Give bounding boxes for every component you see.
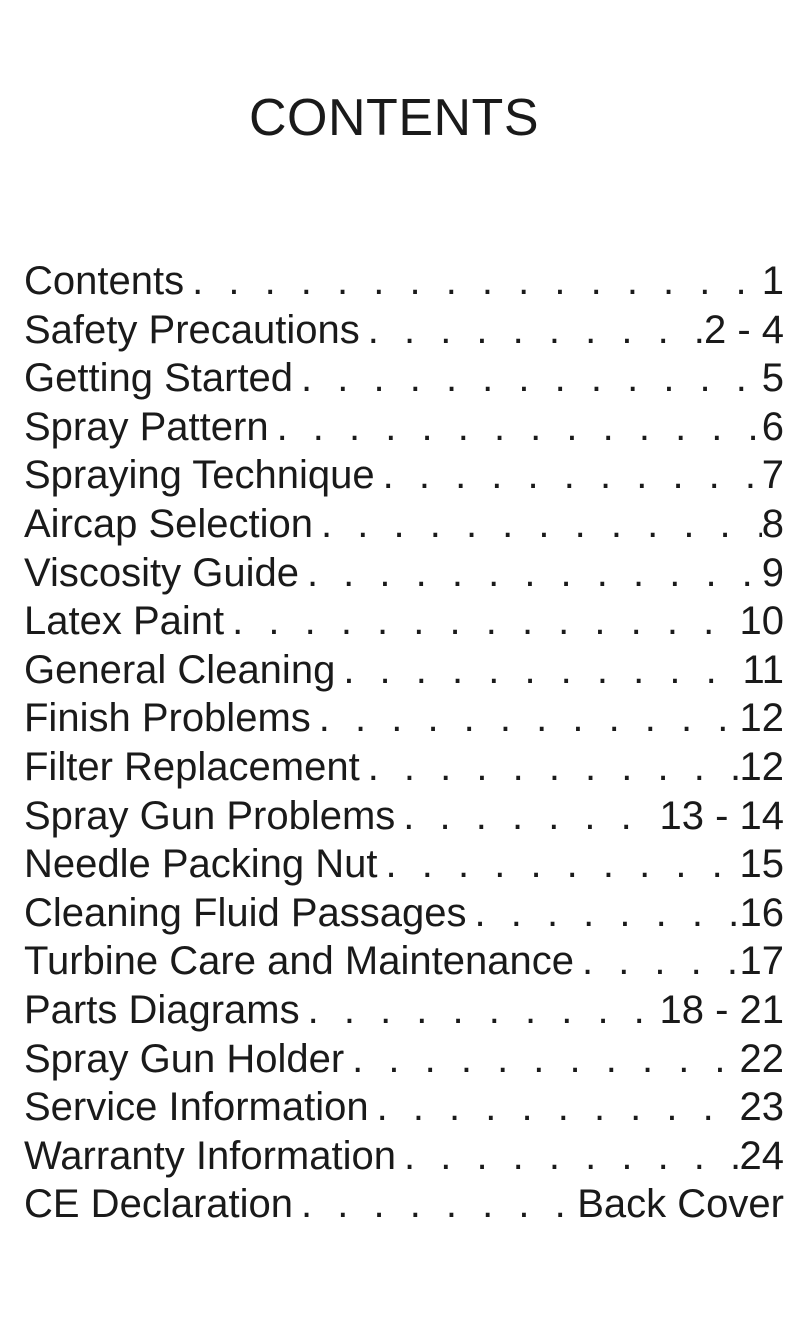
- toc-entry-label: Warranty Information: [24, 1133, 396, 1178]
- toc-entry[interactable]: [24, 792, 784, 841]
- dot-leader: [375, 451, 762, 500]
- toc-entry-label: General Cleaning: [24, 647, 336, 692]
- toc-entry-label: Finish Problems: [24, 696, 311, 741]
- toc-entry[interactable]: [24, 549, 784, 598]
- toc-entry-label: Spray Gun Holder: [24, 1036, 345, 1081]
- toc-entry[interactable]: [24, 937, 784, 986]
- dot-leader: [293, 1180, 577, 1229]
- dot-leader: [224, 597, 739, 646]
- toc-entry-label: Spraying Technique: [24, 453, 375, 498]
- toc-entry-label: Latex Paint: [24, 599, 225, 644]
- toc-entry[interactable]: [24, 986, 784, 1035]
- toc-entry[interactable]: [24, 500, 784, 549]
- toc-entry-label: Safety Precautions: [24, 307, 360, 352]
- toc-entry-page: 5: [761, 356, 784, 401]
- dot-leader: [396, 1132, 740, 1181]
- dot-leader: [369, 1083, 740, 1132]
- dot-leader: [184, 257, 762, 306]
- dot-leader: [311, 694, 740, 743]
- dot-leader: [574, 937, 740, 986]
- toc-entry-label: Viscosity Guide: [24, 550, 299, 595]
- dot-leader: [395, 792, 659, 841]
- toc-entry-page: 11: [742, 647, 784, 692]
- toc-entry[interactable]: [24, 597, 784, 646]
- toc-entry-label: Filter Replacement: [24, 744, 360, 789]
- toc-entry[interactable]: [24, 1180, 784, 1229]
- toc-entry-page: 9: [761, 550, 784, 595]
- toc-entry-page: 7: [761, 453, 784, 498]
- toc-entry-label: Contents: [24, 259, 185, 303]
- toc-entry-page: 24: [739, 1133, 784, 1178]
- toc-entry-label: Getting Started: [24, 356, 294, 401]
- toc-entry-page: 18 - 21: [659, 987, 784, 1032]
- toc-entry-page: 22: [739, 1036, 784, 1081]
- toc-entry-page: 12: [739, 696, 784, 741]
- toc-entry-label: Spray Pattern: [24, 404, 269, 449]
- toc-entry[interactable]: [24, 1083, 784, 1132]
- toc-entry-label: Aircap Selection: [24, 501, 314, 546]
- dot-leader: [360, 743, 740, 792]
- toc-entry[interactable]: [24, 743, 784, 792]
- dot-leader: [269, 403, 762, 452]
- toc-entry-page: 17: [739, 939, 784, 984]
- toc-entry-page: 23: [739, 1085, 784, 1130]
- toc-entry-page: 12: [739, 744, 784, 789]
- dot-leader: [293, 354, 762, 403]
- toc-entry-label: Service Information: [24, 1085, 369, 1130]
- page-title: CONTENTS: [249, 89, 539, 147]
- toc-entry-page: 13 - 14: [659, 793, 784, 838]
- toc-entry[interactable]: [24, 257, 784, 306]
- toc-entry-label: Turbine Care and Maintenance: [24, 939, 574, 984]
- toc-entry-page: 8: [761, 501, 784, 546]
- toc-entry[interactable]: [24, 403, 784, 452]
- toc-entry[interactable]: [24, 1132, 784, 1181]
- dot-leader: [335, 646, 742, 695]
- dot-leader: [378, 840, 740, 889]
- toc-entry-page: 15: [739, 842, 784, 887]
- toc-entry-page: 6: [761, 404, 784, 449]
- dot-leader: [313, 500, 762, 549]
- toc-entry-label: Cleaning Fluid Passages: [24, 890, 467, 935]
- toc-entry-label: Parts Diagrams: [24, 987, 300, 1032]
- toc-entry-page: 10: [739, 599, 784, 644]
- toc-entry-label: CE Declaration: [24, 1182, 294, 1227]
- dot-leader: [299, 549, 762, 598]
- toc-entry[interactable]: [24, 840, 784, 889]
- toc-entry-page: 16: [739, 890, 784, 935]
- table-of-contents: [24, 257, 784, 1229]
- toc-entry-page: 2 - 4: [703, 307, 784, 352]
- dot-leader: [360, 306, 704, 355]
- dot-leader: [466, 889, 739, 938]
- toc-entry[interactable]: [24, 451, 784, 500]
- toc-entry-label: Needle Packing Nut: [24, 842, 378, 887]
- toc-entry[interactable]: [24, 889, 784, 938]
- toc-entry[interactable]: [24, 354, 784, 403]
- toc-entry-page: Back Cover: [577, 1182, 784, 1227]
- toc-entry[interactable]: [24, 1035, 784, 1084]
- dot-leader: [300, 986, 660, 1035]
- toc-entry[interactable]: [24, 306, 784, 355]
- toc-entry[interactable]: [24, 694, 784, 743]
- dot-leader: [344, 1035, 739, 1084]
- toc-entry-label: Spray Gun Problems: [24, 793, 396, 838]
- toc-entry[interactable]: [24, 646, 784, 695]
- toc-entry-page: 1: [761, 259, 784, 303]
